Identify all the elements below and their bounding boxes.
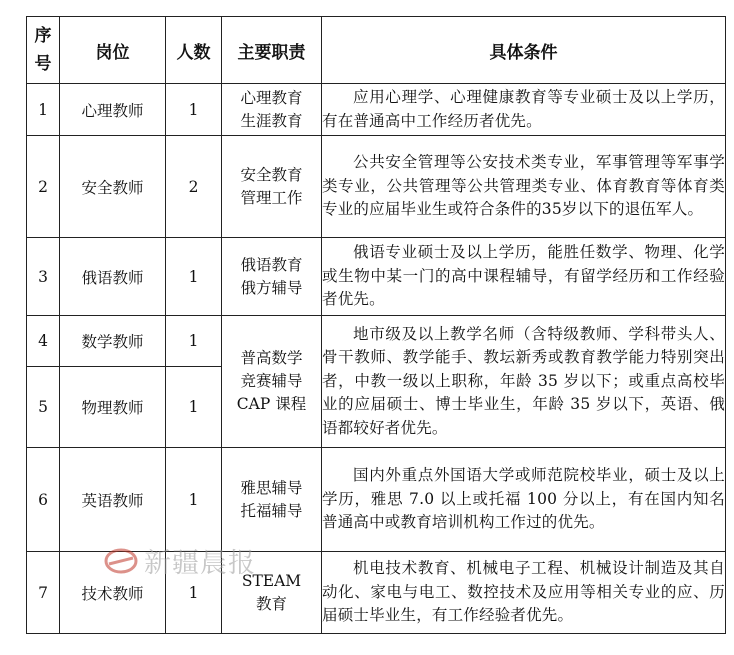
row-seq: 1 (27, 84, 60, 136)
table-row (27, 136, 726, 238)
header-count: 人数 (166, 17, 222, 84)
row-requirement: 应用心理学、心理健康教育等专业硕士及以上学历，有在普通高中工作经历者优先。 (322, 84, 726, 136)
row-count: 2 (166, 136, 222, 238)
table-header-row (27, 17, 726, 84)
header-duty: 主要职责 (222, 17, 322, 84)
duty-line: 竞赛辅导 (240, 372, 303, 390)
row-requirement: 机电技术教育、机械电子工程、机械设计制造及其自动化、家电与电工、数控技术及应用等相关专业的应、历届硕士毕业生，有工作经验者优先。 (322, 552, 726, 634)
row-position: 俄语教师 (60, 238, 166, 316)
row-count: 1 (166, 367, 222, 448)
row-duty (222, 84, 322, 136)
row-seq: 4 (27, 316, 60, 367)
duty-line: 生涯教育 (240, 111, 303, 130)
duty-line: 俄语教育 (240, 255, 303, 274)
table-row (27, 238, 726, 316)
table-row (27, 552, 726, 634)
table-row (27, 448, 726, 552)
row-seq: 6 (27, 448, 60, 552)
duty-line: 普高数学 (240, 349, 303, 367)
row-seq: 2 (27, 136, 60, 238)
shared-requirement: 地市级及以上教学名师（含特级教师、学科带头人、骨干教师、教学能手、教坛新秀或教育教学能力特别突出者，中教一级以上职称，年龄 35 岁以下；或重点高校毕业的应届硕士、博士毕业生，年龄 35 岁以下，英语、俄语都较好者优先。 (322, 316, 726, 448)
recruitment-table (26, 16, 726, 634)
row-seq: 3 (27, 238, 60, 316)
row-position: 数学教师 (60, 316, 166, 367)
row-count: 1 (166, 448, 222, 552)
row-requirement: 国内外重点外国语大学或师范院校毕业，硕士及以上学历，雅思 7.0 以上或托福 100 分以上，有在国内知名普通高中或教育培训机构工作过的优先。 (322, 448, 726, 552)
row-position: 物理教师 (60, 367, 166, 448)
row-seq: 5 (27, 367, 60, 448)
duty-line: 安全教育 (240, 165, 303, 184)
row-duty (222, 448, 322, 552)
row-requirement: 俄语专业硕士及以上学历，能胜任数学、物理、化学或生物中某一门的高中课程辅导，有留学经历和工作经验者优先。 (322, 238, 726, 316)
duty-line: 心理教育 (240, 88, 303, 107)
row-count: 1 (166, 238, 222, 316)
shared-duty (222, 316, 322, 448)
header-seq: 序号 (27, 17, 60, 84)
row-duty (222, 552, 322, 634)
row-position: 英语教师 (60, 448, 166, 552)
row-duty (222, 238, 322, 316)
header-requirement: 具体条件 (322, 17, 726, 84)
table-row (27, 316, 726, 367)
duty-line: 托福辅导 (240, 501, 303, 520)
row-position: 技术教师 (60, 552, 166, 634)
row-duty (222, 136, 322, 238)
duty-line: CAP 课程 (236, 395, 307, 413)
duty-line: STEAM (241, 571, 302, 590)
row-requirement: 公共安全管理等公安技术类专业，军事管理等军事学类专业，公共管理等公共管理类专业、体育教育等体育类专业的应届毕业生或符合条件的35岁以下的退伍军人。 (322, 136, 726, 238)
duty-line: 俄方辅导 (240, 278, 303, 297)
watermark-text: 新疆晨报 (144, 548, 256, 579)
row-count: 1 (166, 84, 222, 136)
row-position: 心理教师 (60, 84, 166, 136)
duty-line: 教育 (255, 594, 287, 613)
table-row (27, 84, 726, 136)
row-position: 安全教师 (60, 136, 166, 238)
row-count: 1 (166, 552, 222, 634)
row-count: 1 (166, 316, 222, 367)
row-seq: 7 (27, 552, 60, 634)
duty-line: 管理工作 (240, 188, 303, 207)
header-position: 岗位 (60, 17, 166, 84)
duty-line: 雅思辅导 (240, 478, 303, 497)
